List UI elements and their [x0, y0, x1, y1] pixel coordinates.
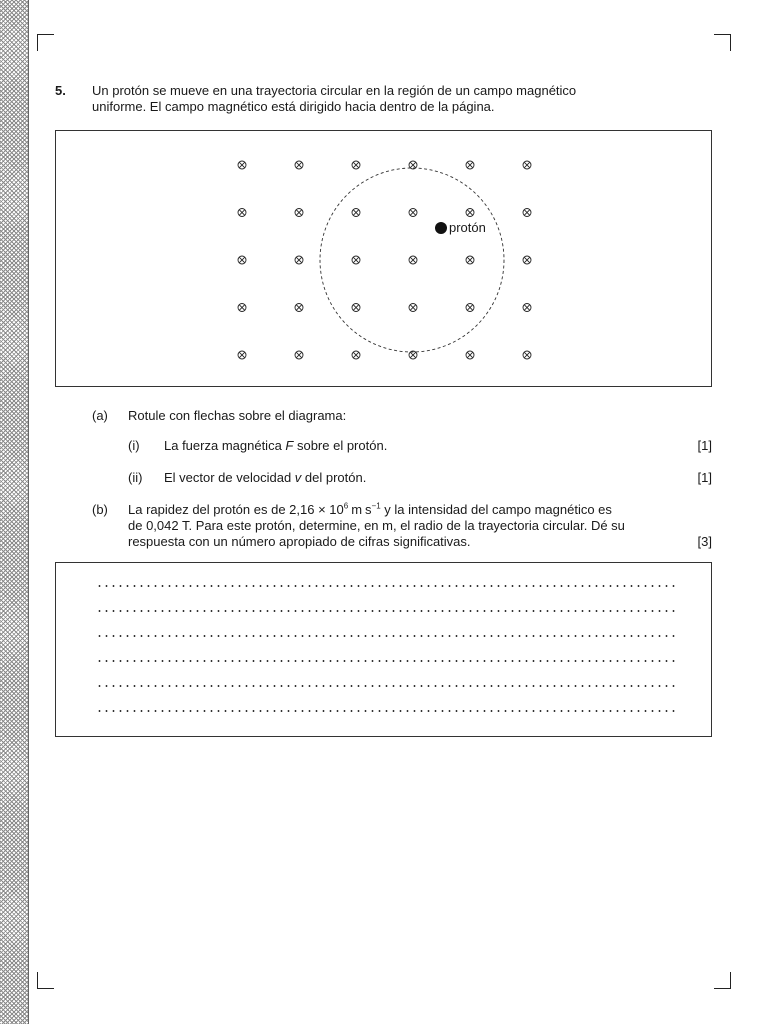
into-page-cross-icon: [295, 351, 303, 359]
page-edge-hatching: [0, 0, 29, 1024]
part-b-line-2: de 0,042 T. Para este protón, determine, en m, el radio de la trayectoria circular. Dé su: [128, 518, 625, 533]
into-page-cross-icon: [352, 304, 360, 312]
into-page-cross-icon: [466, 256, 474, 264]
answer-dotted-line[interactable]: [96, 660, 676, 662]
part-b-label: (b): [92, 502, 108, 517]
into-page-cross-icon: [523, 351, 531, 359]
answer-dotted-line[interactable]: [96, 710, 676, 712]
crop-mark-bottom-right: [714, 972, 731, 989]
part-a-label: (a): [92, 408, 108, 423]
answer-box[interactable]: [55, 562, 712, 737]
into-page-cross-icon: [238, 161, 246, 169]
into-page-cross-icon: [238, 209, 246, 217]
part-a-i-text: La fuerza magnética F sobre el protón.: [164, 438, 388, 453]
into-page-cross-icon: [352, 256, 360, 264]
crop-mark-top-right: [714, 34, 731, 51]
into-page-cross-icon: [523, 304, 531, 312]
into-page-cross-icon: [238, 304, 246, 312]
into-page-cross-icon: [295, 304, 303, 312]
part-a-i-label: (i): [128, 438, 140, 453]
into-page-cross-icon: [352, 209, 360, 217]
question-intro-line-2: uniforme. El campo magnético está dirigido hacia dentro de la página.: [92, 99, 495, 114]
into-page-cross-icon: [238, 351, 246, 359]
crop-mark-bottom-left: [37, 972, 54, 989]
magnetic-field-diagram: [55, 130, 712, 387]
into-page-cross-icon: [409, 209, 417, 217]
into-page-cross-icon: [409, 304, 417, 312]
into-page-cross-icon: [295, 161, 303, 169]
into-page-cross-icon: [295, 209, 303, 217]
part-b-marks: [3]: [697, 534, 712, 549]
into-page-cross-icon: [409, 256, 417, 264]
into-page-cross-icon: [466, 161, 474, 169]
into-page-cross-icon: [523, 209, 531, 217]
part-a-ii-marks: [1]: [697, 470, 712, 485]
question-intro-line-1: Un protón se mueve en una trayectoria circular en la región de un campo magnético: [92, 83, 577, 98]
part-b-line-3: respuesta con un número apropiado de cifras significativas.: [128, 534, 471, 549]
force-symbol: F: [285, 438, 294, 453]
into-page-cross-icon: [466, 351, 474, 359]
proton-dot: [435, 222, 447, 234]
question-number: 5.: [55, 83, 66, 98]
proton-label: protón: [449, 220, 486, 235]
question-intro: [92, 83, 692, 115]
crop-mark-top-left: [37, 34, 54, 51]
part-a-ii-label: (ii): [128, 470, 143, 485]
answer-dotted-line[interactable]: [96, 610, 676, 612]
into-page-cross-icon: [295, 256, 303, 264]
into-page-cross-icon: [523, 161, 531, 169]
answer-dotted-line[interactable]: [96, 685, 676, 687]
answer-dotted-line[interactable]: [96, 585, 676, 587]
part-a-i-marks: [1]: [697, 438, 712, 453]
into-page-cross-icon: [523, 256, 531, 264]
answer-dotted-line[interactable]: [96, 635, 676, 637]
into-page-cross-icon: [466, 209, 474, 217]
velocity-symbol: v: [294, 470, 302, 485]
into-page-cross-icon: [466, 304, 474, 312]
into-page-cross-icon: [352, 351, 360, 359]
part-a-ii-text: El vector de velocidad v del protón.: [164, 470, 367, 485]
into-page-cross-icon: [352, 161, 360, 169]
part-b-line-1: La rapidez del protón es de $2,16 \times 10^6$ m $s^{-1}$ y la intensidad del campo magnético es: [128, 501, 612, 517]
into-page-cross-icon: [238, 256, 246, 264]
circular-path: [320, 168, 504, 352]
part-a-text: Rotule con flechas sobre el diagrama:: [128, 408, 347, 423]
diagram-canvas: [56, 131, 713, 388]
